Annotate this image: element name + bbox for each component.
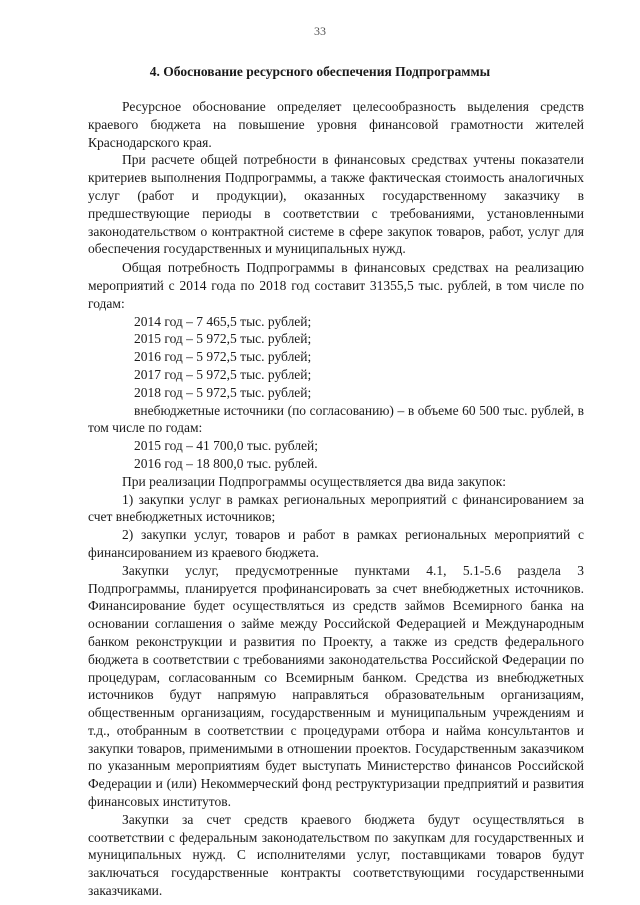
paragraph-total-need: Общая потребность Подпрограммы в финансовых средствах на реализацию мероприятий с 2014 года по 2018 год составит 31355,5 тыс. рублей, в том числе по годам: <box>88 260 584 311</box>
paragraph-procurement-types: При реализации Подпрограммы осуществляется два вида закупок: <box>122 473 506 489</box>
year-line-2014: 2014 год – 7 465,5 тыс. рублей; <box>134 313 312 329</box>
extra-year-line-2016: 2016 год – 18 800,0 тыс. рублей. <box>134 455 318 471</box>
section-title: 4. Обоснование ресурсного обеспечения Подпрограммы <box>149 64 491 79</box>
paragraph-calculation-basis: При расчете общей потребности в финансовых средствах учтены показатели критериев выполнения Подпрограммы, а также фактическая стоимость аналогичных услуг (работ и продукции), оказанных государственному заказчику в предшествующие периоды в соответствии с требованиями, установленными законодательством о контрактной системе в сфере закупок товаров, работ, услуг для обеспечения государственных и муниципальных нужд. <box>88 152 584 257</box>
document-body <box>88 98 584 900</box>
list-item-procurement-2: 2) закупки услуг, товаров и работ в рамках региональных мероприятий с финансированием из краевого бюджета. <box>88 527 584 560</box>
paragraph-extrabudgetary: внебюджетные источники (по согласованию) – в объеме 60 500 тыс. рублей, в том числе по годам: <box>88 402 584 436</box>
year-line-2018: 2018 год – 5 972,5 тыс. рублей; <box>134 384 312 400</box>
paragraph-regional-budget: Закупки за счет средств краевого бюджета будут осуществляться в соответствии с федеральным законодательством по закупкам для государственных и муниципальных нужд. С исполнителями услуг, поставщиками товаров будут заключаться государственные контракты соответствующими государственными заказчиками. <box>88 811 584 899</box>
paragraph-world-bank-financing: Закупки услуг, предусмотренные пунктами 4.1, 5.1-5.6 раздела 3 Подпрограммы, планируется профинансировать за счет внебюджетных источников. Финансирование будет осуществляться из средств займов Всемирного банка на основании соглашения о займе между Российской Федерацией и Международным банком реконструкции и развития по Проекту, а также из средств федерального бюджета в соответствии с требованиями законодательства Российской Федерации по процедурам, согласованным со Всемирным банком. Средства из внебюджетных источников будут напрямую направляться образовательным организациям, общественным организациям, государственным и муниципальным учреждениям и т.д., отобранным в соответствии с процедурами отбора и найма консультантов и закупки товаров, применимыми в отношении проектов. Государственным заказчиком по указанным мероприятиям будет выступать Министерство финансов Российской Федерации и (или) Некоммерческий фонд реструктуризации предприятий и развития финансовых институтов. <box>88 562 584 810</box>
page-number: 33 <box>314 24 326 38</box>
extra-year-line-2015: 2015 год – 41 700,0 тыс. рублей; <box>134 438 319 454</box>
paragraph-resource-justification: Ресурсное обоснование определяет целесообразность выделения средств краевого бюджета на повышение уровня финансовой грамотности жителей Краснодарского края. <box>88 99 584 150</box>
year-line-2015: 2015 год – 5 972,5 тыс. рублей; <box>134 331 312 347</box>
year-line-2017: 2017 год – 5 972,5 тыс. рублей; <box>134 366 312 382</box>
year-line-2016: 2016 год – 5 972,5 тыс. рублей; <box>134 349 312 365</box>
list-item-procurement-1: 1) закупки услуг в рамках региональных мероприятий с финансированием за счет внебюджетных источников; <box>88 491 584 525</box>
